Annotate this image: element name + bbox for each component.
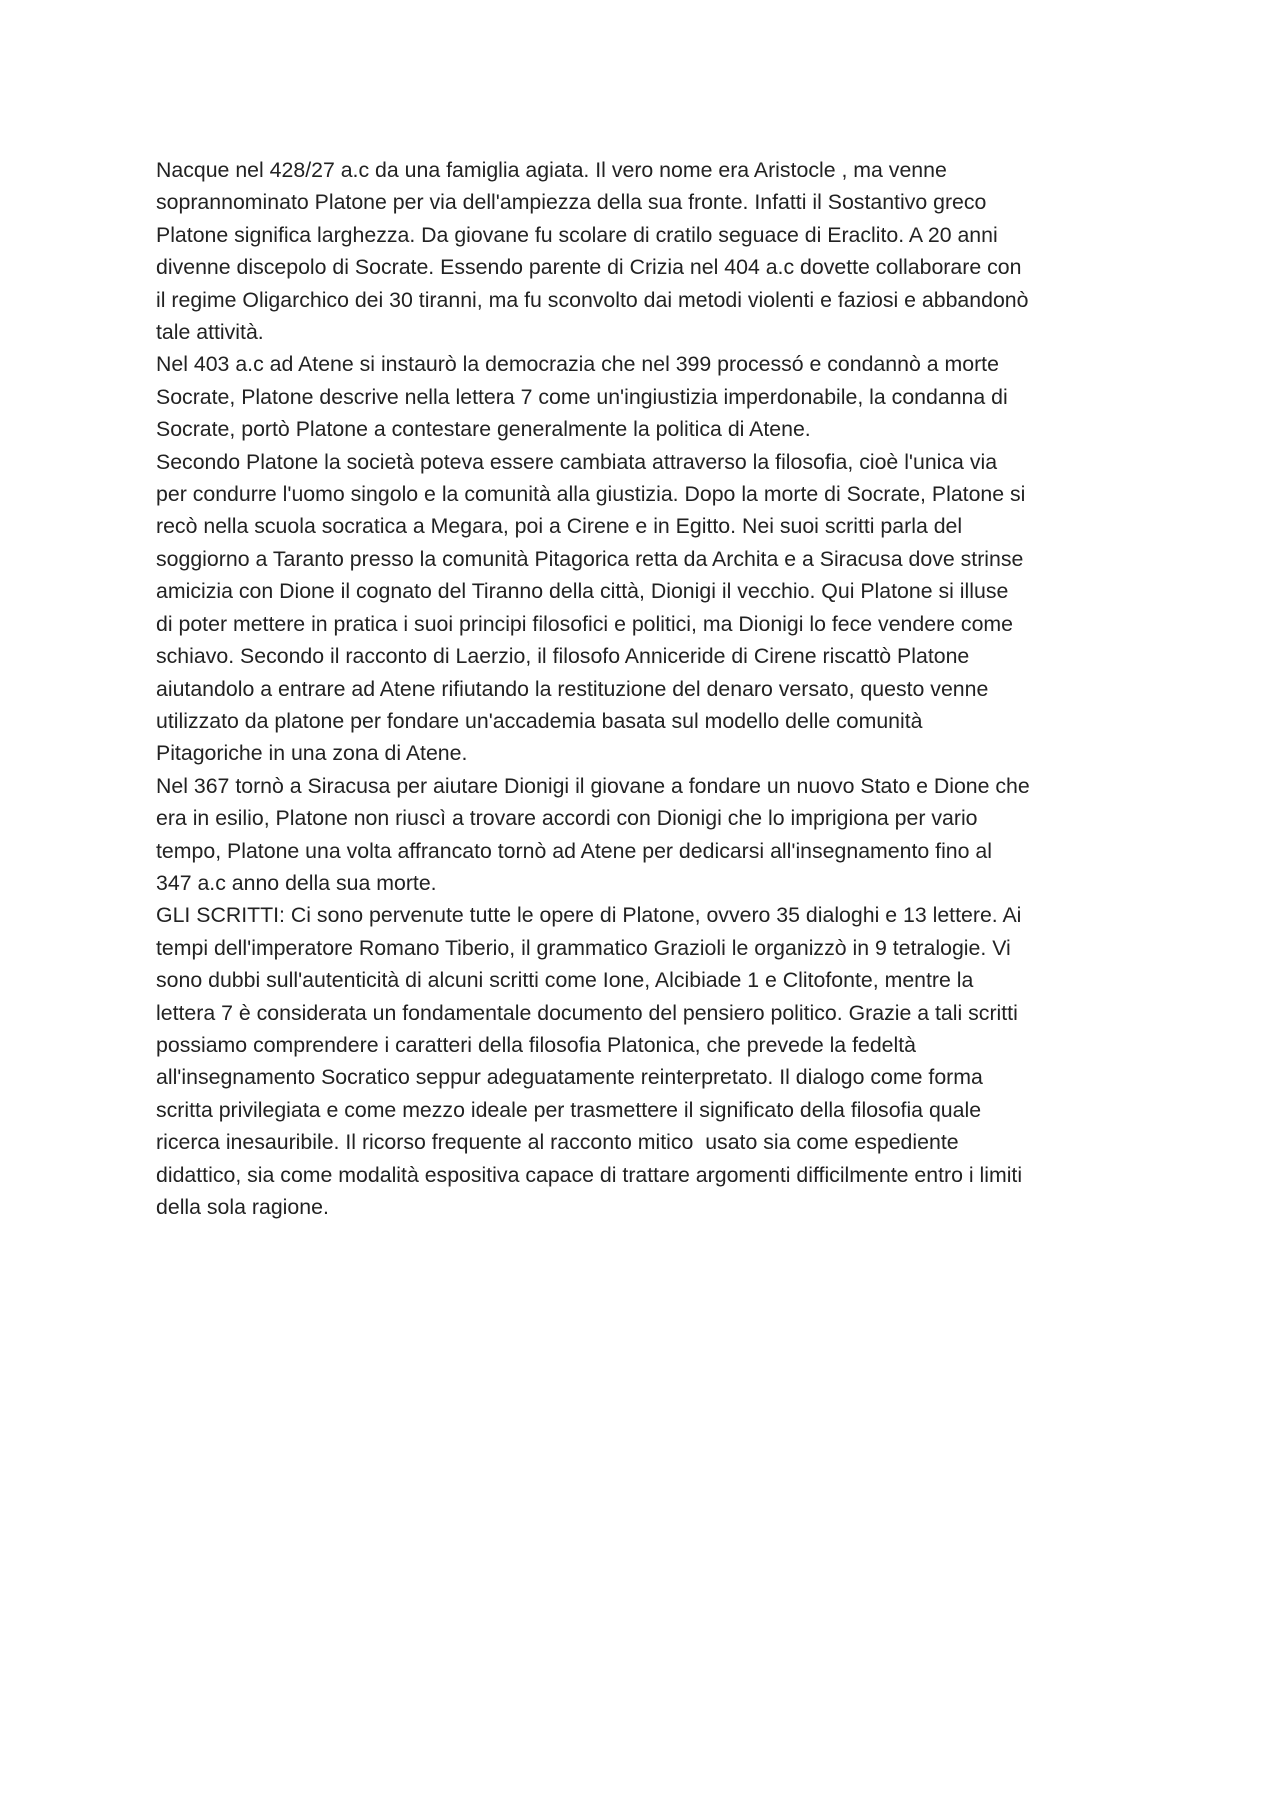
text-line: Nacque nel 428/27 a.c da una famiglia agiata. Il vero nome era Aristocle , ma venne — [156, 158, 947, 182]
text-line: Socrate, portò Platone a contestare generalmente la politica di Atene. — [156, 417, 811, 442]
paragraph-democracy — [156, 348, 1136, 445]
text-line: scritta privilegiata e come mezzo ideale per trasmettere il significato della filosofia quale — [156, 1097, 982, 1122]
text-line: Nel 367 tornò a Siracusa per aiutare Dionigi il giovane a fondare un nuovo Stato e Dione che — [156, 773, 1030, 798]
text-line: 347 a.c anno della sua morte. — [156, 870, 437, 895]
text-line: ricerca inesauribile. Il ricorso frequente al racconto mitico usato sia come espediente — [156, 1130, 959, 1155]
text-line: Nel 403 a.c ad Atene si instaurò la democrazia che nel 399 processó e condannò a morte — [156, 352, 999, 377]
paragraph-writings — [156, 899, 1136, 1223]
text-line: lettera 7 è considerata un fondamentale documento del pensiero politico. Grazie a tali scritti — [156, 1000, 1018, 1025]
text-line: utilizzato da platone per fondare un'accademia basata sul modello delle comunità — [156, 708, 923, 733]
text-line: sono dubbi sull'autenticità di alcuni scritti come Ione, Alcibiade 1 e Clitofonte, mentre la — [156, 968, 974, 993]
text-line: per condurre l'uomo singolo e la comunità alla giustizia. Dopo la morte di Socrate, Platone si — [156, 482, 1026, 507]
text-line: soggiorno a Taranto presso la comunità Pitagorica retta da Archita e a Siracusa dove strinse — [156, 546, 1024, 571]
text-line: GLI SCRITTI: Ci sono pervenute tutte le opere di Platone, ovvero 35 dialoghi e 13 lettere. Ai — [156, 903, 1022, 928]
paragraph-syracuse — [156, 770, 1136, 900]
text-line: recò nella scuola socratica a Megara, poi a Cirene e in Egitto. Nei suoi scritti parla del — [156, 514, 963, 539]
text-line: Secondo Platone la società poteva essere cambiata attraverso la filosofia, cioè l'unica via — [156, 449, 998, 474]
text-line: soprannominato Platone per via dell'ampiezza della sua fronte. Infatti il Sostantivo greco — [156, 190, 987, 215]
text-line: schiavo. Secondo il racconto di Laerzio, il filosofo Anniceride di Cirene riscattò Platone — [156, 644, 970, 669]
text-line: tempi dell'imperatore Romano Tiberio, il grammatico Grazioli le organizzò in 9 tetralogie. Vi — [156, 935, 1011, 960]
paragraph-philosophy-travels — [156, 446, 1136, 770]
text-line: di poter mettere in pratica i suoi principi filosofici e politici, ma Dionigi lo fece vendere come — [156, 611, 1014, 636]
text-line: divenne discepolo di Socrate. Essendo parente di Crizia nel 404 a.c dovette collaborare con — [156, 255, 1022, 280]
text-line: amicizia con Dione il cognato del Tiranno della città, Dionigi il vecchio. Qui Platone si illuse — [156, 579, 1009, 604]
text-line: Platone significa larghezza. Da giovane fu scolare di cratilo seguace di Eraclito. A 20 anni — [156, 222, 998, 247]
text-line: possiamo comprendere i caratteri della filosofia Platonica, che prevede la fedeltà — [156, 1032, 917, 1057]
text-line: il regime Oligarchico dei 30 tiranni, ma fu sconvolto dai metodi violenti e faziosi e abbandonò — [156, 287, 1029, 312]
text-line: tempo, Platone una volta affrancato tornò ad Atene per dedicarsi all'insegnamento fino al — [156, 838, 992, 863]
text-line: Pitagoriche in una zona di Atene. — [156, 741, 468, 766]
text-line: all'insegnamento Socratico seppur adeguatamente reinterpretato. Il dialogo come forma — [156, 1065, 983, 1090]
text-line: della sola ragione. — [156, 1195, 329, 1219]
text-line: aiutandolo a entrare ad Atene rifiutando la restituzione del denaro versato, questo venne — [156, 676, 989, 701]
text-line: didattico, sia come modalità espositiva capace di trattare argomenti difficilmente entro i limiti — [156, 1162, 1023, 1187]
text-line: Socrate, Platone descrive nella lettera 7 come un'ingiustizia imperdonabile, la condanna di — [156, 384, 1008, 409]
text-line: tale attività. — [156, 320, 264, 345]
document-body — [156, 154, 1136, 1223]
paragraph-birth — [156, 154, 1136, 348]
text-line: era in esilio, Platone non riuscì a trovare accordi con Dionigi che lo imprigiona per vario — [156, 806, 978, 831]
